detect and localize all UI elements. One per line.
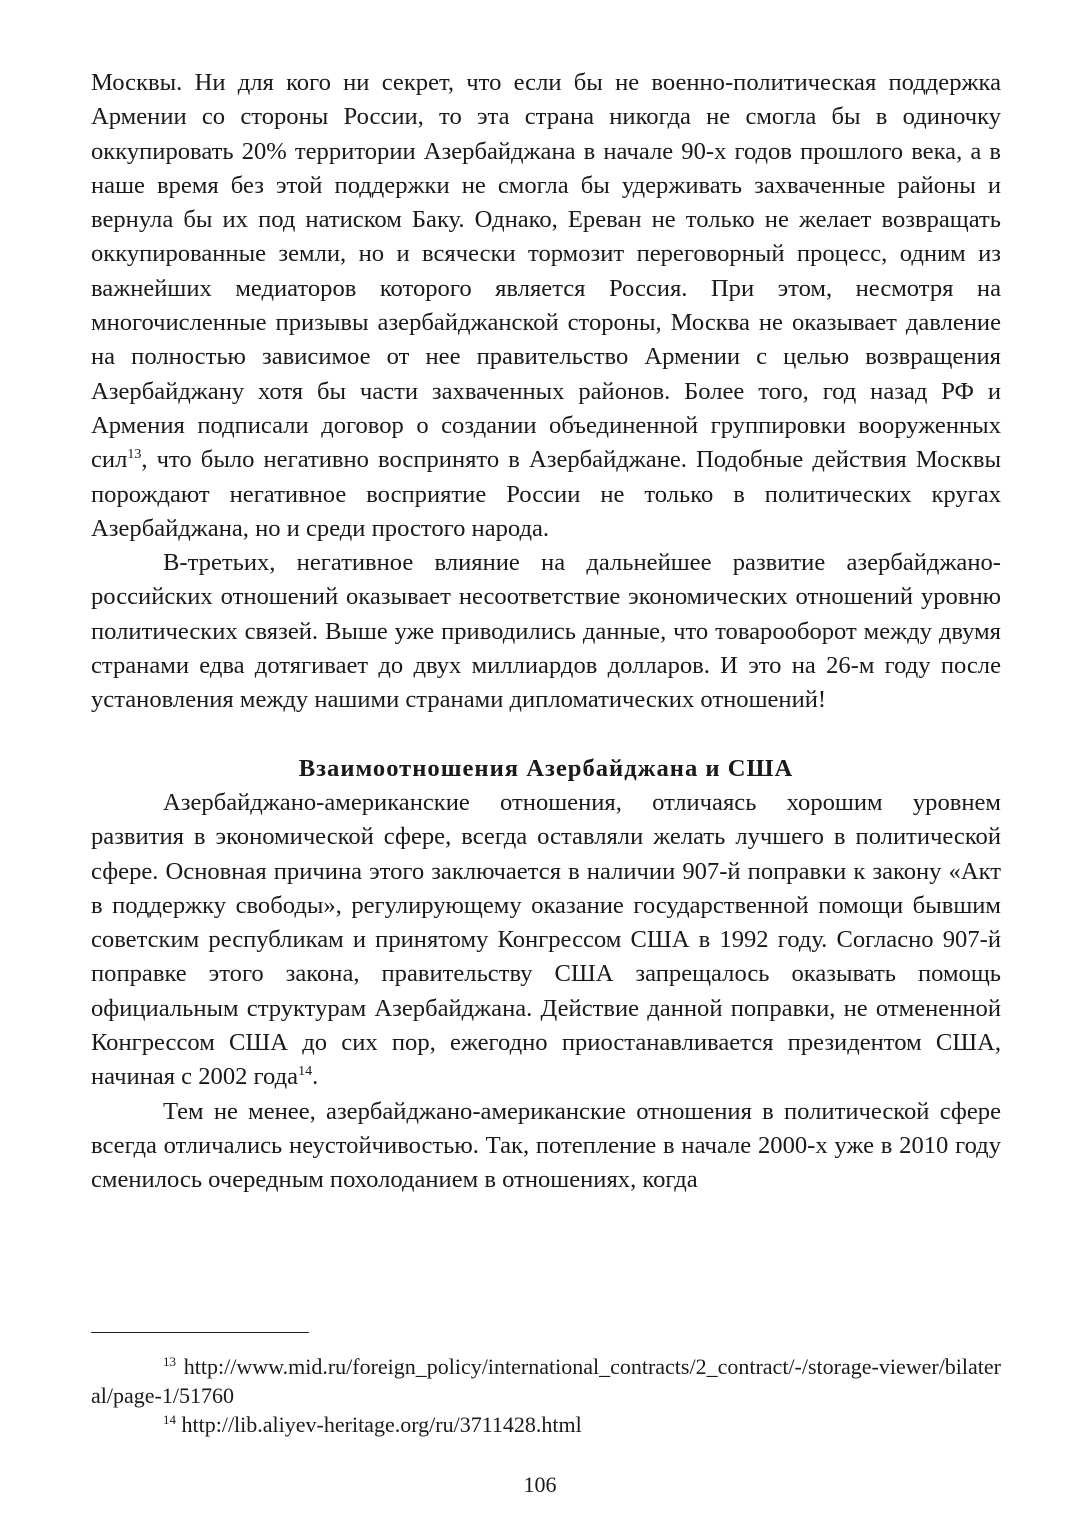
paragraph-azerbaijan-usa: [91, 786, 1001, 1095]
paragraph-text: .: [312, 1063, 319, 1091]
page-number: 106: [523, 1472, 557, 1497]
footnote-link[interactable]: http://lib.aliyev-heritage.org/ru/3711428.html: [181, 1412, 582, 1437]
paragraph-text: Азербайджано-американские отношения, отличаясь хорошим уровнем развития в экономической сфере, всегда оставляли желать лучшего в политической сфере. Основная причина этого заключается в наличии 907-й поправки к закону «Акт в поддержку свободы», регулирующему оказание государственной помощи бывшим советским республикам и принятому Конгрессом США в 1992 году. Согласно 907-й поправке этого закона, правительству США запрещалось оказывать помощь официальным структурам Азербайджана. Действие данной поправки, не отмененной Конгрессом США до сих пор, ежегодно приостанавливается президентом США, начиная с 2002 года: [91, 788, 1001, 1091]
footnote-ref-14[interactable]: 14: [298, 1064, 313, 1080]
footnote-ref-13[interactable]: 13: [127, 447, 142, 463]
section-heading: Взаимоотношения Азербайджана и США: [298, 754, 794, 782]
page-body: [91, 66, 1001, 1198]
paragraph-russia-armenia: [91, 66, 1001, 546]
footnote-number: 14: [163, 1412, 176, 1427]
footnote-number: 13: [163, 1354, 176, 1369]
footnote-link[interactable]: http://www.mid.ru/foreign_policy/international_contracts/2_contract/-/storage-viewer/bilateral/page-1/51760: [91, 1354, 1001, 1408]
footnote-13: [91, 1352, 1001, 1410]
paragraph-text: Москвы. Ни для кого ни секрет, что если бы не военно-политическая поддержка Армении со стороны России, то эта страна никогда не смогла бы в одиночку оккупировать 20% территории Азербайджана в начале 90-х годов прошлого века, а в наше время без этой поддержки не смогла бы удерживать захваченные районы и вернула бы их под натиском Баку. Однако, Ереван не только не желает возвращать оккупированные земли, но и всячески тормозит переговорный процесс, одним из важнейших медиаторов которого является Россия. При этом, несмотря на многочисленные призывы азербайджанской стороны, Москва не оказывает давление на полностью зависимое от нее правительство Армении с целью возвращения Азербайджану хотя бы части захваченных районов. Более того, год назад РФ и Армения подписали договор о создании объединенной группировки вооруженных сил: [91, 69, 1001, 474]
paragraph-political-instability: Тем не менее, азербайджано-американские отношения в политической сфере всегда отличались неустойчивостью. Так, потепление в начале 2000-х уже в 2010 году сменилось очередным похолоданием в отношениях, когда: [91, 1097, 1001, 1194]
paragraph-text: , что было негативно воспринято в Азербайджане. Подобные действия Москвы порождают негативное восприятие России не только в политических кругах Азербайджана, но и среди простого народа.: [91, 446, 1001, 542]
footnote-14: [91, 1410, 1001, 1439]
footnotes: [91, 1352, 1001, 1439]
section-gap: [91, 718, 1001, 752]
footnote-separator: [91, 1332, 309, 1333]
paragraph-economic-relations: В-третьих, негативное влияние на дальнейшее развитие азербайджано-российских отношений оказывает несоответствие экономических отношений уровню политических связей. Выше уже приводились данные, что товарооборот между двумя странами едва дотягивает до двух миллиардов долларов. И это на 26-м году после установления между нашими странами дипломатических отношений!: [91, 549, 1001, 714]
